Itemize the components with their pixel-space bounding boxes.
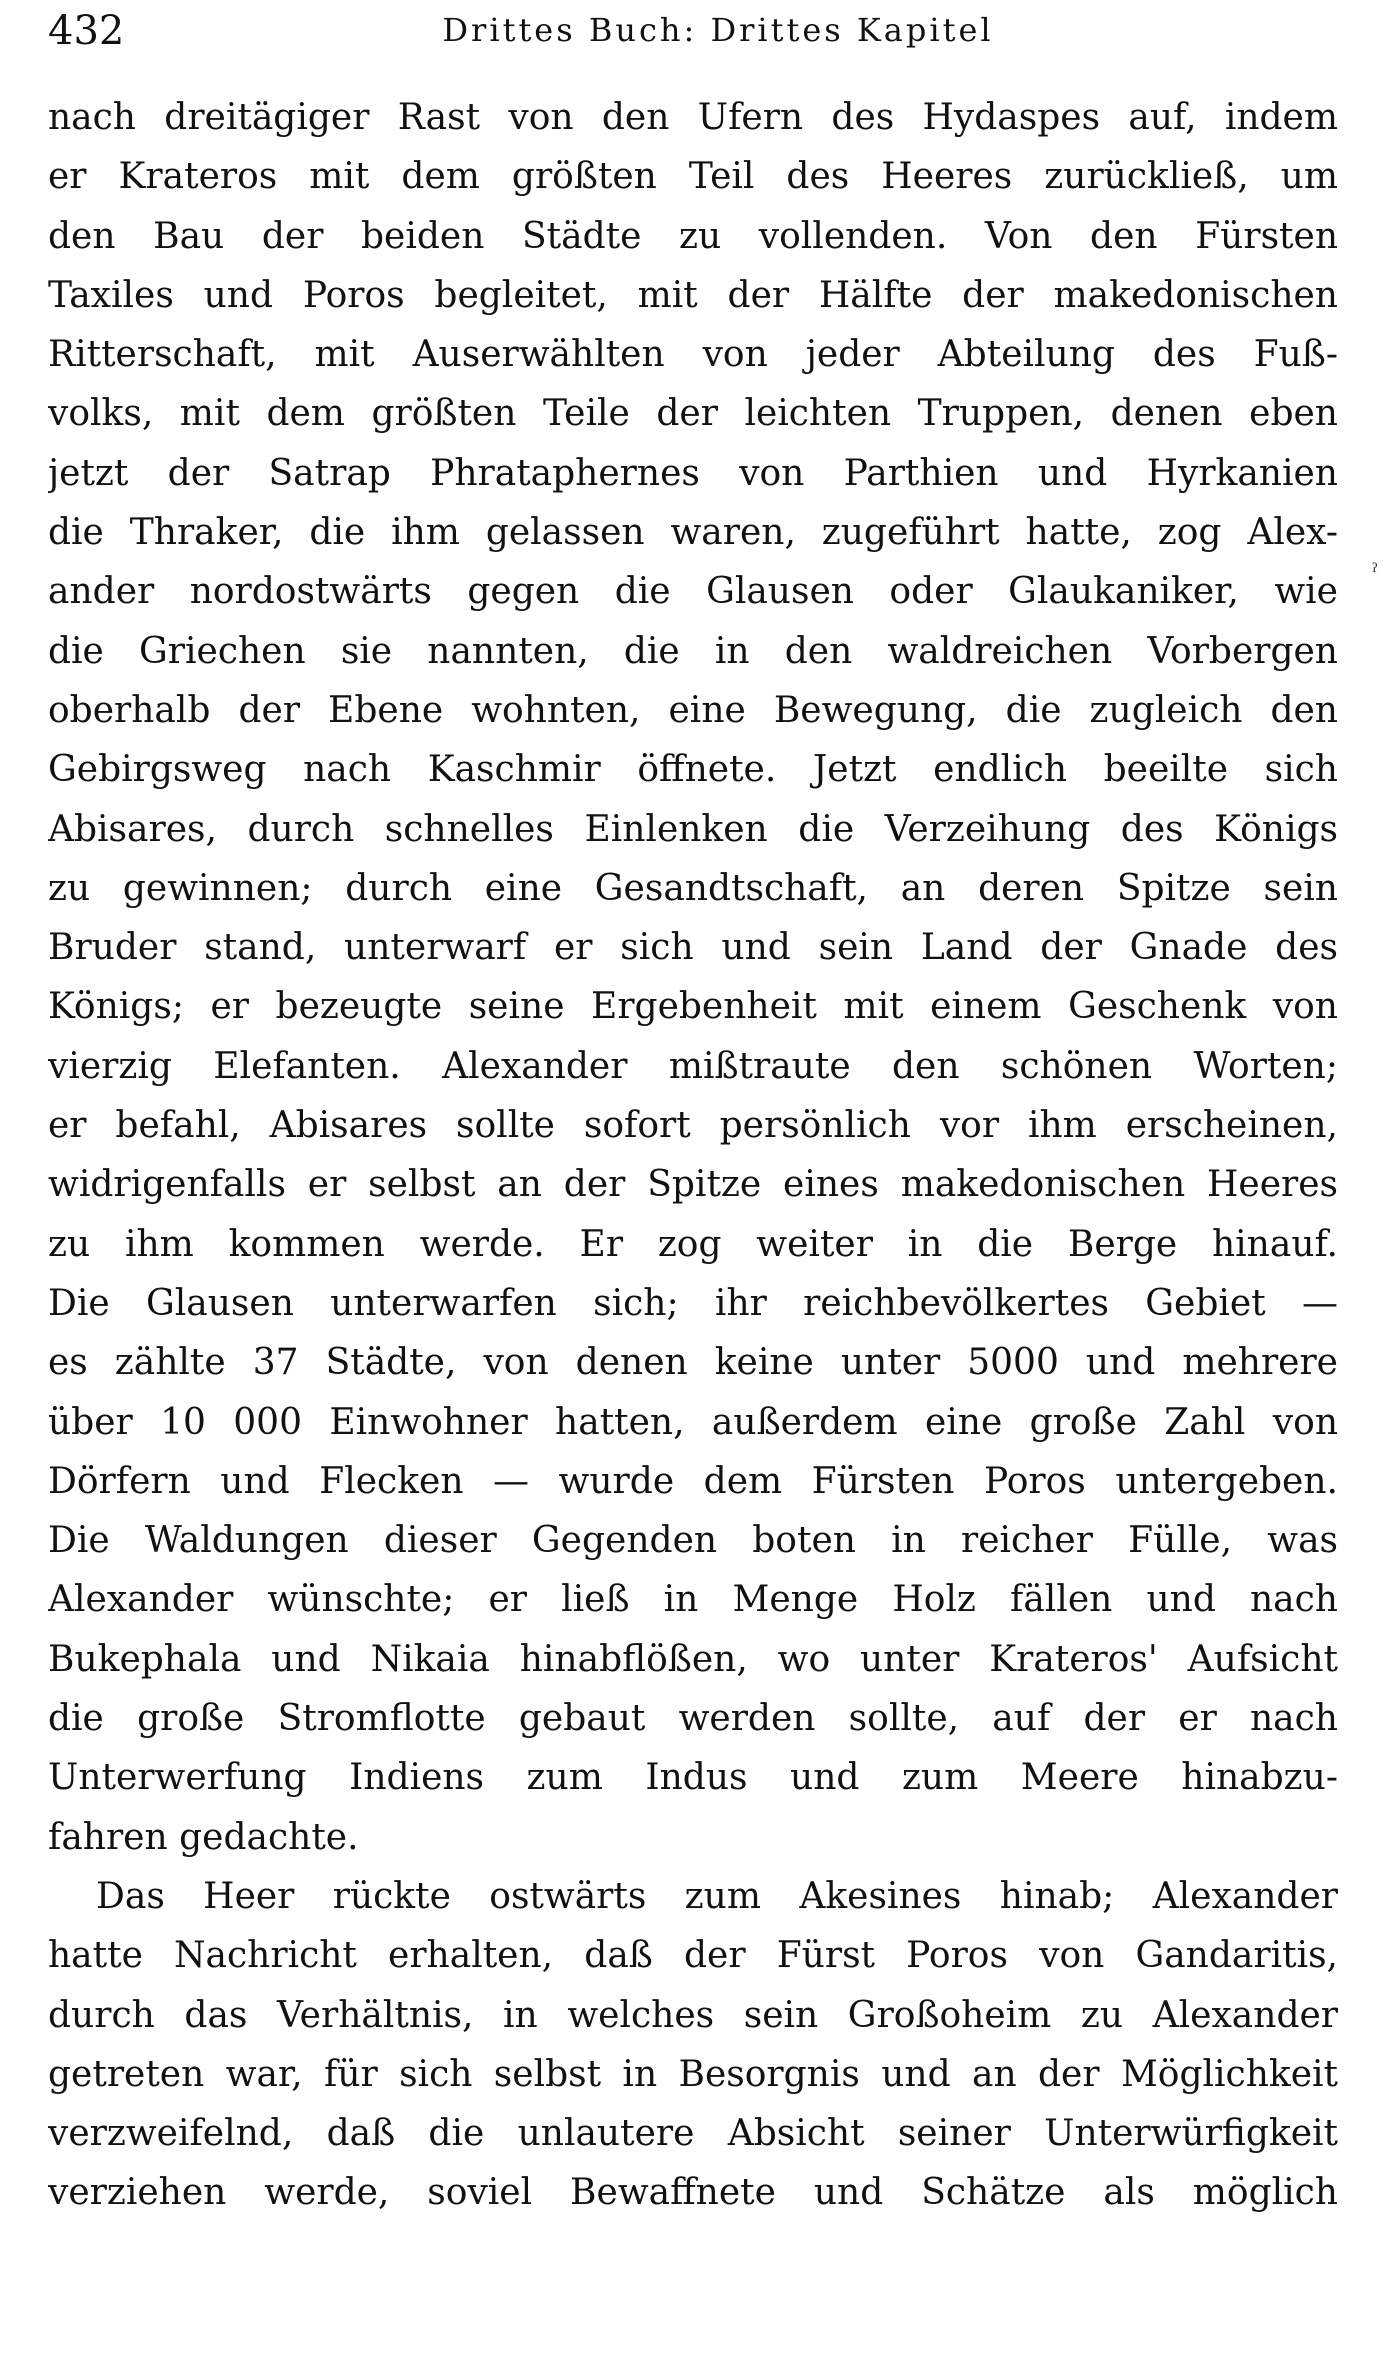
margin-mark: ˀ [1372,561,1379,586]
text-line: verzweifelnd, daß die unlautere Absicht seiner Unterwürfigkeit [48,2113,1338,2155]
text-line: jetzt der Satrap Phrataphernes von Parthien und Hyrkanien [48,452,1338,494]
text-line: über 10 000 Einwohner hatten, außerdem eine große Zahl von [48,1401,1338,1443]
text-line: den Bau der beiden Städte zu vollenden. Von den Fürsten [48,215,1338,257]
text-line: Die Waldungen dieser Gegenden boten in reicher Fülle, was [48,1520,1338,1562]
running-head: Drittes Buch: Drittes Kapitel [442,11,994,49]
text-line: Unterwerfung Indiens zum Indus und zum Meere hinabzu- [48,1757,1338,1799]
page-number: 432 [48,8,125,54]
text-line: zu gewinnen; durch eine Gesandtschaft, an deren Spitze sein [48,867,1338,909]
text-line: Bukephala und Nikaia hinabflößen, wo unter Krateros' Aufsicht [48,1638,1338,1680]
text-line: oberhalb der Ebene wohnten, eine Bewegung, die zugleich den [48,689,1338,731]
text-line: volks, mit dem größten Teile der leichten Truppen, denen eben [48,393,1338,435]
paragraph-2 [48,1867,1338,2223]
text-line: widrigenfalls er selbst an der Spitze eines makedonischen Heeres [48,1164,1338,1206]
text-line: er Krateros mit dem größten Teil des Heeres zurückließ, um [48,156,1338,198]
text-line: Abisares, durch schnelles Einlenken die Verzeihung des Königs [48,808,1338,850]
text-line: Ritterschaft, mit Auserwählten von jeder Abteilung des Fuß- [48,334,1338,376]
text-line: Gebirgsweg nach Kaschmir öffnete. Jetzt endlich beeilte sich [48,749,1338,791]
text-line: zu ihm kommen werde. Er zog weiter in die Berge hinauf. [48,1223,1338,1265]
text-line: es zählte 37 Städte, von denen keine unter 5000 und mehrere [48,1342,1338,1384]
text-line: Dörfern und Flecken — wurde dem Fürsten Poros untergeben. [48,1460,1338,1502]
text-line: die große Stromflotte gebaut werden sollte, auf der er nach [48,1698,1338,1740]
text-line: die Thraker, die ihm gelassen waren, zugeführt hatte, zog Alex- [48,512,1338,554]
text-line: die Griechen sie nannten, die in den waldreichen Vorbergen [48,630,1338,672]
text-line: Alexander wünschte; er ließ in Menge Holz fällen und nach [48,1579,1338,1621]
text-line: Bruder stand, unterwarf er sich und sein Land der Gnade des [48,927,1338,969]
text-line: hatte Nachricht erhalten, daß der Fürst Poros von Gandaritis, [48,1935,1338,1977]
text-line: durch das Verhältnis, in welches sein Großoheim zu Alexander [48,1994,1338,2036]
text-line: getreten war, für sich selbst in Besorgnis und an der Möglichkeit [48,2053,1338,2095]
text-line: nach dreitägiger Rast von den Ufern des Hydaspes auf, indem [48,97,1338,138]
text-line: vierzig Elefanten. Alexander mißtraute den schönen Worten; [48,1045,1338,1087]
text-line: Das Heer rückte ostwärts zum Akesines hinab; Alexander [96,1875,1338,1917]
text-line: Taxiles und Poros begleitet, mit der Hälfte der makedonischen [48,274,1338,316]
text-line: er befahl, Abisares sollte sofort persönlich vor ihm erscheinen, [48,1105,1338,1147]
body-text [48,88,1338,2223]
text-line: verziehen werde, soviel Bewaffnete und Schätze als möglich [48,2172,1338,2214]
paragraph-1 [48,88,1338,1867]
text-line: ander nordostwärts gegen die Glausen oder Glaukaniker, wie [48,571,1338,613]
text-line: Königs; er bezeugte seine Ergebenheit mit einem Geschenk von [48,986,1338,1028]
page-header [48,4,1328,64]
text-line: Die Glausen unterwarfen sich; ihr reichbevölkertes Gebiet — [48,1282,1338,1324]
text-line: fahren gedachte. [48,1816,359,1858]
